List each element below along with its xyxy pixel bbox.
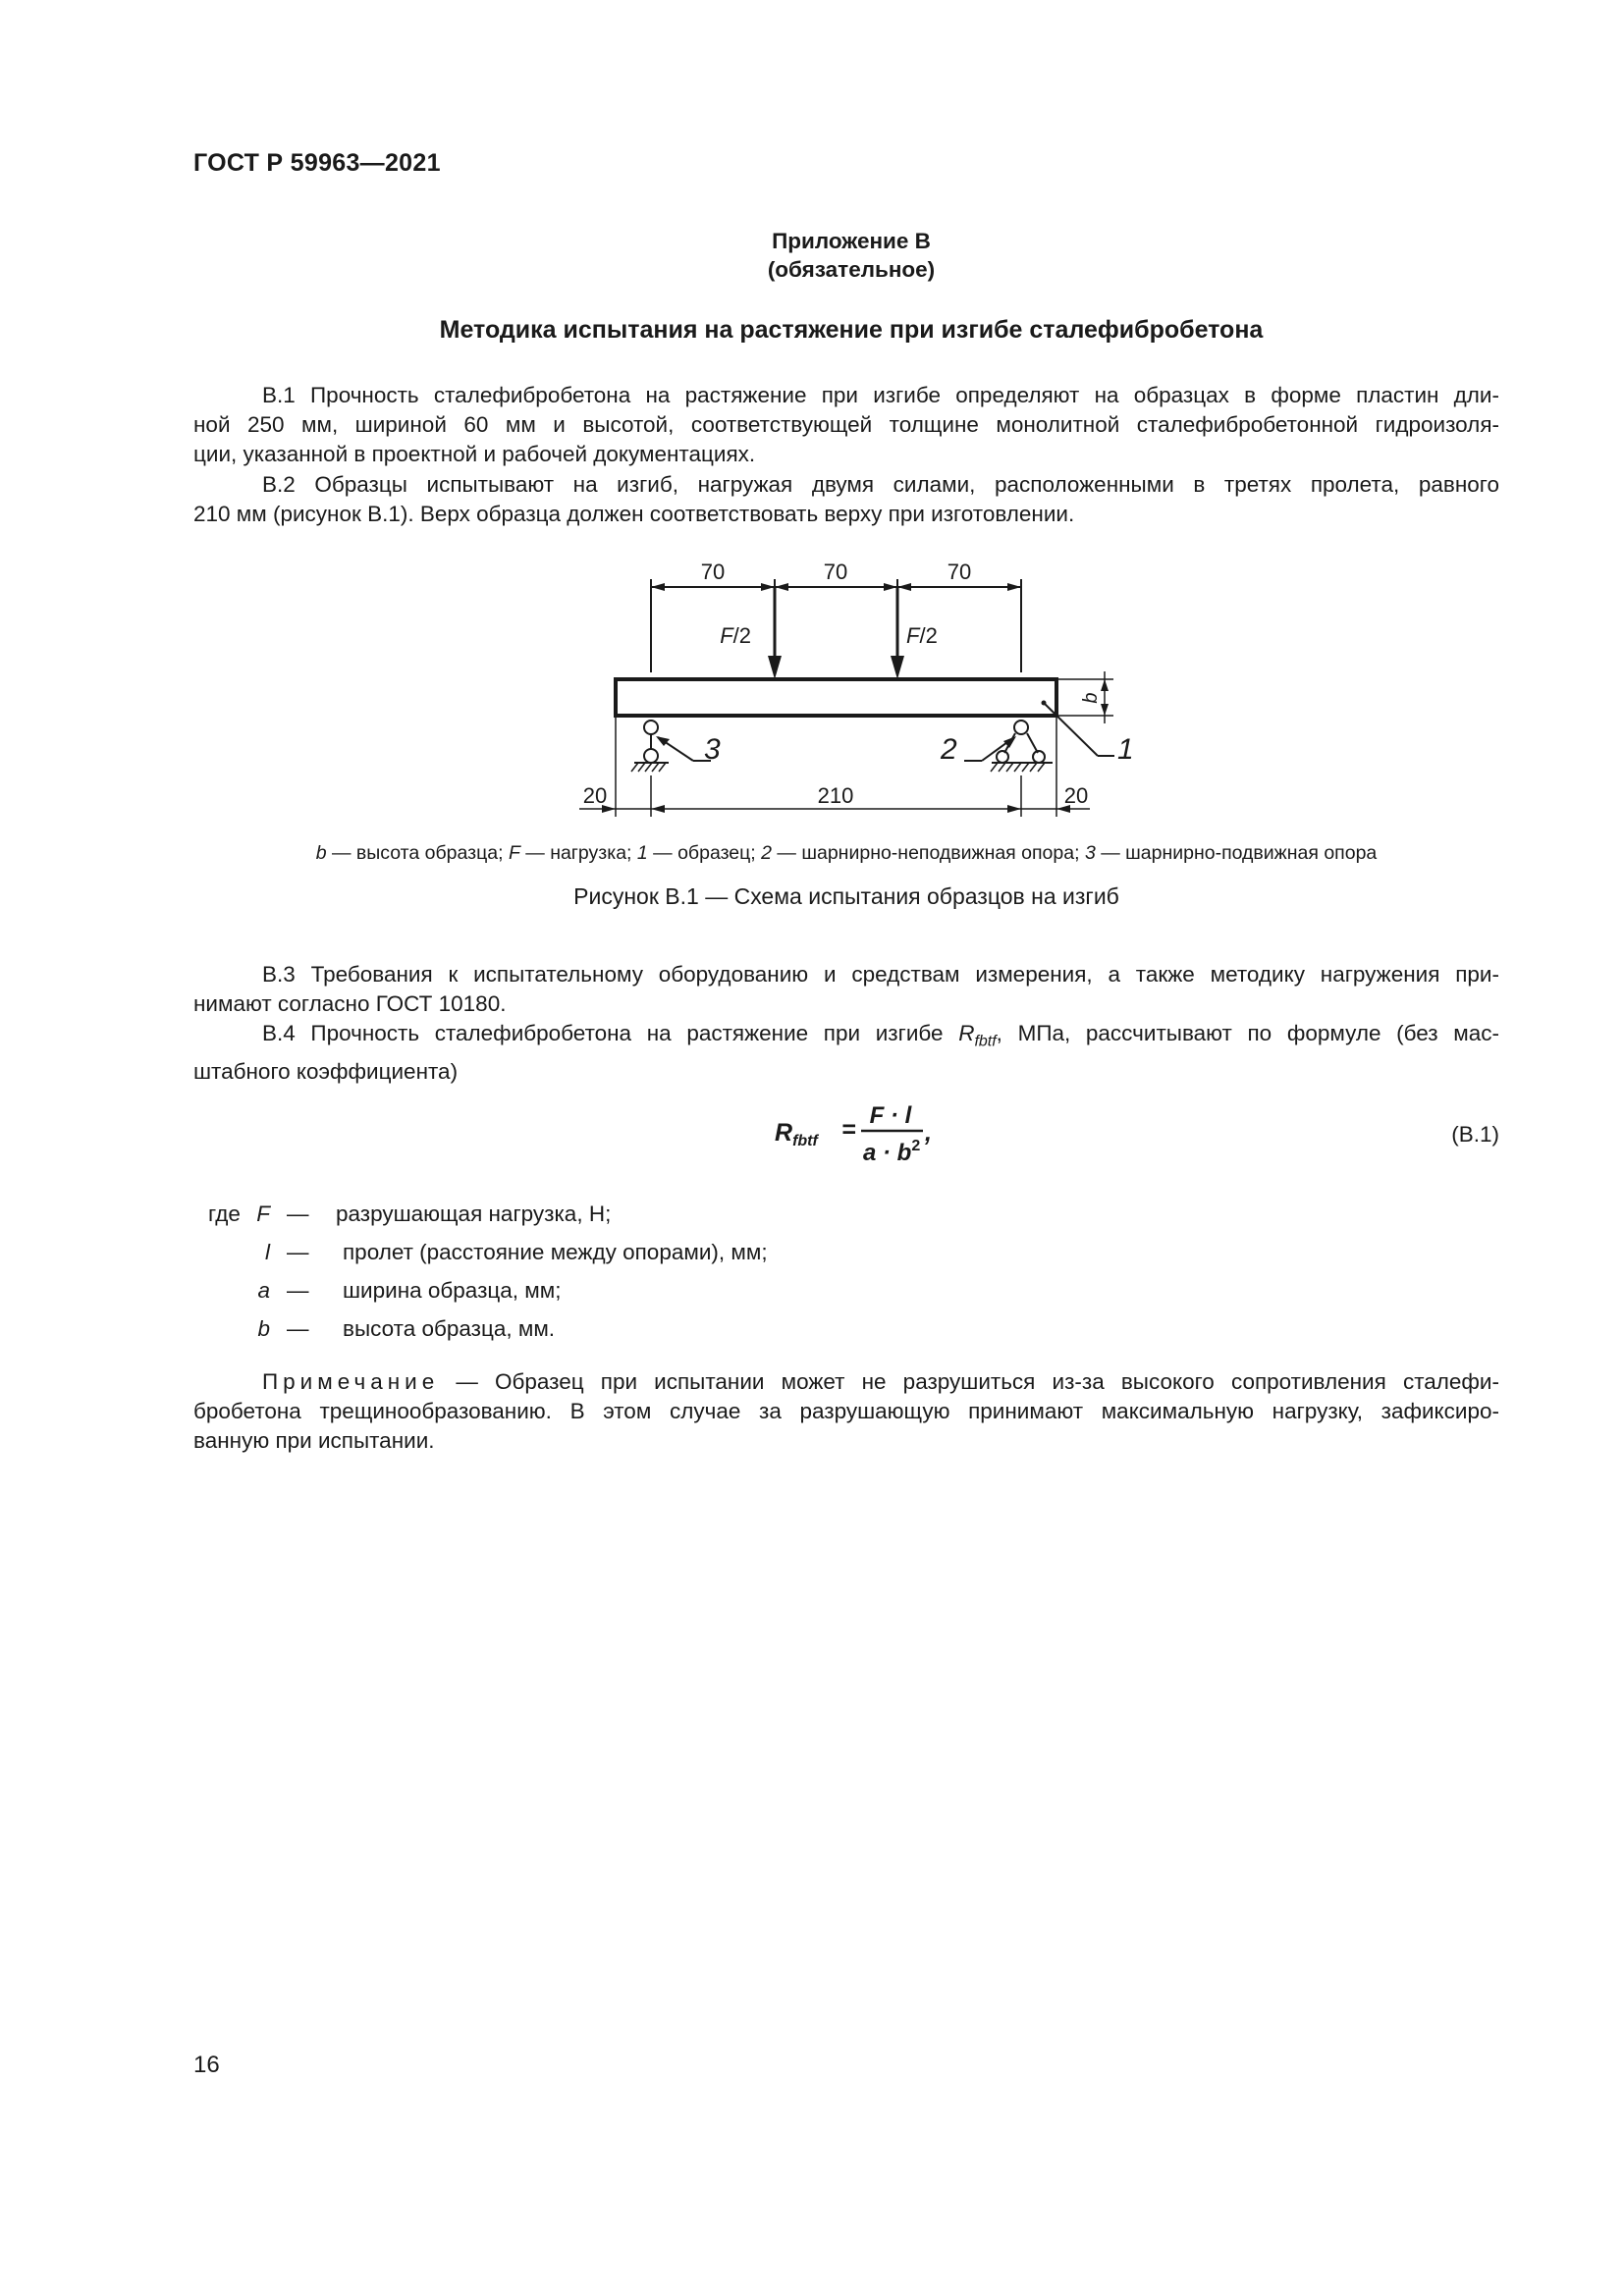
force-label-right: F/2 (906, 623, 938, 648)
dimension-arrowhead (884, 583, 897, 591)
support-pin-upper (1014, 721, 1028, 734)
paragraph-line: штабного коэффициента) (193, 1058, 459, 1084)
variable-dash: — (287, 1201, 309, 1226)
paragraph-line: нимают согласно ГОСТ 10180. (193, 991, 507, 1016)
dimension-label-top: 70 (700, 560, 726, 584)
support-roller (997, 751, 1008, 763)
hatch-line (1030, 763, 1037, 772)
paragraph-b3 (193, 960, 1499, 1019)
variables-list (193, 1201, 1499, 1355)
variable-description: высота образца, мм. (343, 1316, 556, 1341)
variable-row (193, 1278, 1499, 1316)
document-number: ГОСТ Р 59963—2021 (193, 149, 441, 177)
leader-arrowhead (1003, 736, 1016, 748)
variable-symbol: F (256, 1201, 270, 1226)
figure-caption: Рисунок В.1 — Схема испытания образцов на изгиб (573, 883, 1119, 909)
paragraph-line: В.3 Требования к испытательному оборудованию и средствам измерения, а также методику нагружения при- (262, 962, 1499, 987)
height-label: b (1080, 692, 1102, 704)
hatch-line (659, 763, 666, 772)
variable-description: разрушающая нагрузка, Н; (336, 1201, 612, 1226)
variable-symbol: b (257, 1316, 270, 1341)
dimension-arrowhead (651, 583, 665, 591)
formula-b1 (773, 1095, 940, 1173)
note-line: ванную при испытании. (193, 1428, 435, 1453)
dimension-arrowhead (1007, 805, 1021, 813)
callout-2: 2 (941, 733, 957, 766)
page-number: 16 (193, 2052, 220, 2078)
paragraph-line: 210 мм (рисунок В.1). Верх образца должен соответствовать верху при изготовлении. (193, 502, 1075, 526)
variable-row (193, 1316, 1499, 1355)
dimension-arrowhead (1101, 679, 1109, 691)
dimension-label-top: 70 (947, 560, 972, 584)
hatch-line (652, 763, 659, 772)
paragraph-line: В.4 Прочность сталефибробетона на растяжение при изгибе $R_{fbtf}$, МПа, рассчитывают по формуле (без мас- (262, 1021, 1499, 1050)
dimension-label-top: 70 (823, 560, 848, 584)
dimension-arrowhead (1101, 704, 1109, 716)
appendix-title: Приложение В (772, 229, 931, 253)
where-label: где (208, 1201, 241, 1226)
hatch-line (1022, 763, 1029, 772)
dimension-arrowhead (897, 583, 911, 591)
formula-equals: = (841, 1116, 856, 1144)
dimension-arrowhead (761, 583, 775, 591)
dimension-label-bottom: 20 (1063, 783, 1089, 808)
hatch-line (631, 763, 638, 772)
force-arrowhead (891, 656, 904, 679)
variable-symbol: l (265, 1240, 270, 1264)
formula-lhs: $R_{fbtf}$ (775, 1119, 818, 1149)
paragraph-line: В.1 Прочность сталефибробетона на растяжение при изгибе определяют на образцах в форме пластин дли- (262, 383, 1499, 407)
formula-denominator: $a \cdot b^2$ (863, 1138, 921, 1166)
paragraph-line: ной 250 мм, шириной 60 мм и высотой, соответствующей толщине монолитной сталефибробетонной гидроизоля- (193, 412, 1499, 437)
hatch-line (645, 763, 652, 772)
dimension-label-bottom: 20 (582, 783, 608, 808)
hatch-line (999, 763, 1005, 772)
figure-legend: b — высота образца; F — нагрузка; 1 — образец; 2 — шарнирно-неподвижная опора; 3 — шарнирно-подвижная опора (315, 842, 1378, 864)
paragraph-line: ции, указанной в проектной и рабочей документациях. (193, 442, 756, 466)
appendix-status: (обязательное) (767, 257, 936, 282)
dimension-arrowhead (651, 805, 665, 813)
force-label-left: F/2 (720, 623, 751, 648)
support-pin-upper (644, 721, 658, 734)
hatch-line (1006, 763, 1013, 772)
variable-description: пролет (расстояние между опорами), мм; (343, 1240, 768, 1264)
paragraph-b4 (193, 1019, 1499, 1087)
variable-dash: — (287, 1278, 309, 1303)
variable-dash: — (287, 1316, 309, 1341)
paragraph-line: В.2 Образцы испытывают на изгиб, нагружая двумя силами, расположенными в третях пролета, равного (262, 472, 1499, 497)
callout-1: 1 (1117, 733, 1134, 766)
note-line: бробетона трещинообразованию. В этом случае за разрушающую принимают максимальную нагрузку, зафиксиро- (193, 1399, 1499, 1423)
dimension-arrowhead (1007, 583, 1021, 591)
paragraph-b1 (193, 381, 1499, 469)
hatch-line (638, 763, 645, 772)
note (193, 1367, 1499, 1456)
paragraph-b2 (193, 470, 1499, 529)
note-line: Примечание — Образец при испытании может не разрушиться из-за высокого сопротивления сталефи- (262, 1369, 1499, 1394)
hatch-line (991, 763, 998, 772)
callout-3: 3 (704, 733, 721, 766)
bending-test-diagram (560, 550, 1149, 829)
note-label: Примечание (262, 1369, 440, 1394)
hatch-line (1038, 763, 1045, 772)
specimen-beam (616, 679, 1056, 716)
variable-description: ширина образца, мм; (343, 1278, 562, 1303)
variable-dash: — (287, 1240, 309, 1264)
hatch-line (1014, 763, 1021, 772)
formula-comma: , (925, 1119, 932, 1147)
section-title: Методика испытания на растяжение при изгибе сталефибробетона (439, 316, 1264, 344)
formula-numerator: F · l (869, 1102, 912, 1129)
dimension-arrowhead (775, 583, 788, 591)
variable-symbol: a (257, 1278, 270, 1303)
variable-row (193, 1240, 1499, 1278)
equation-number: (В.1) (1451, 1122, 1499, 1147)
support-roller (1033, 751, 1045, 763)
leader-dot (1042, 701, 1047, 706)
support-strut (1027, 733, 1038, 753)
dimension-label-bottom: 210 (817, 783, 854, 808)
leader-line-1 (1044, 703, 1098, 756)
force-arrowhead (768, 656, 782, 679)
formula-row (193, 1095, 1499, 1173)
support-pin-lower (644, 749, 658, 763)
variable-row (193, 1201, 1499, 1240)
